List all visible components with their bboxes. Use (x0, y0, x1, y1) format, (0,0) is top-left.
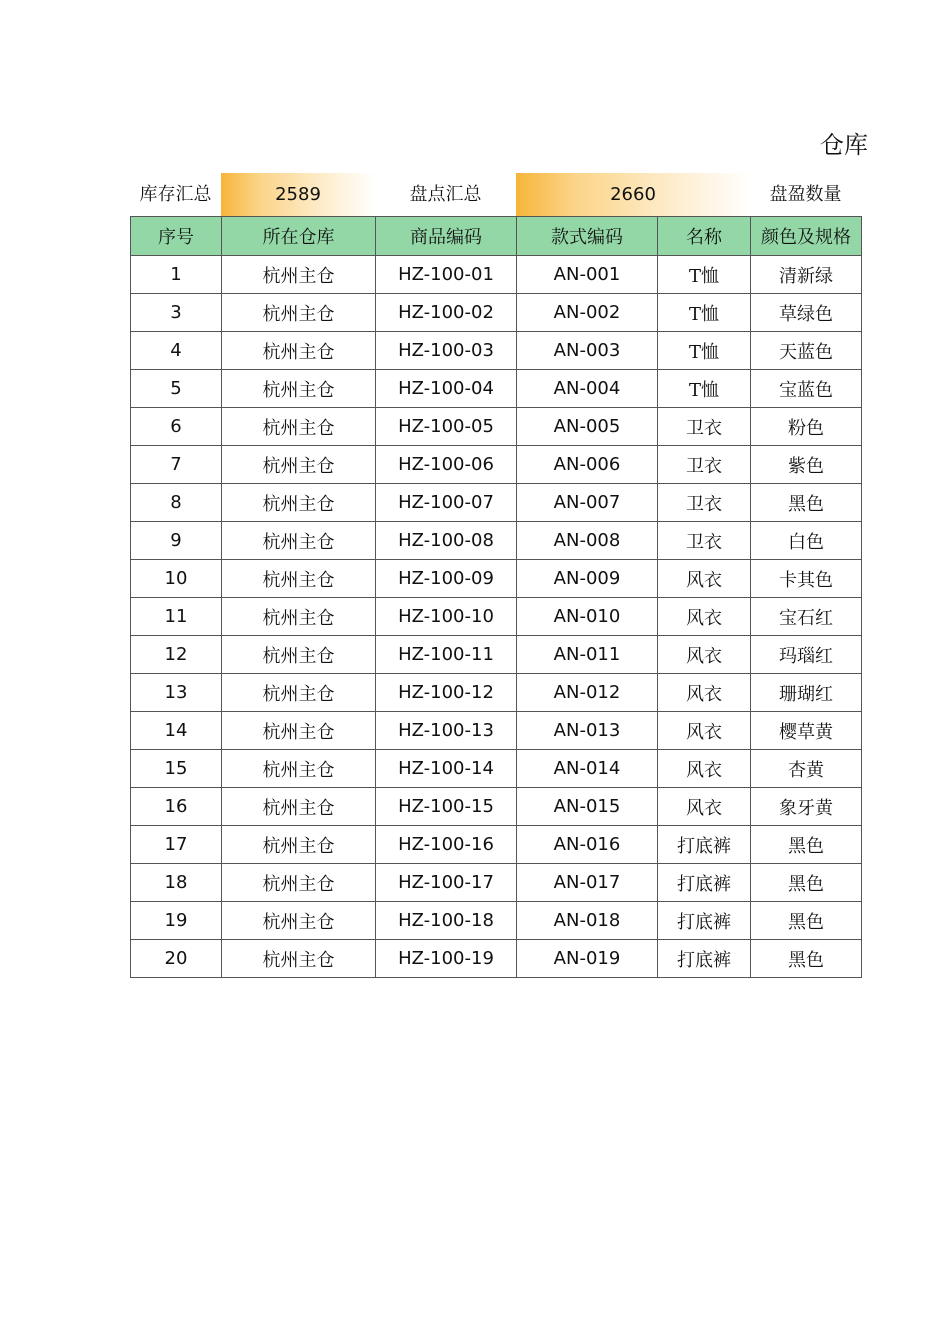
cell-warehouse[interactable]: 杭州主仓 (222, 940, 376, 978)
inventory-table (130, 216, 862, 978)
cell-color-spec[interactable]: 杏黄 (751, 750, 862, 788)
cell-style-code[interactable]: AN-010 (517, 598, 658, 636)
cell-color-spec[interactable]: 粉色 (751, 408, 862, 446)
cell-seq[interactable]: 20 (131, 940, 222, 978)
cell-seq[interactable]: 12 (131, 636, 222, 674)
cell-warehouse[interactable]: 杭州主仓 (222, 826, 376, 864)
table-row (131, 750, 862, 788)
table-row (131, 560, 862, 598)
cell-warehouse[interactable]: 杭州主仓 (222, 256, 376, 294)
cell-color-spec[interactable]: 珊瑚红 (751, 674, 862, 712)
cell-name[interactable]: 卫衣 (658, 446, 751, 484)
cell-warehouse[interactable]: 杭州主仓 (222, 560, 376, 598)
cell-warehouse[interactable]: 杭州主仓 (222, 864, 376, 902)
cell-seq[interactable]: 1 (131, 256, 222, 294)
cell-warehouse[interactable]: 杭州主仓 (222, 294, 376, 332)
table-row (131, 332, 862, 370)
cell-style-code[interactable]: AN-015 (517, 788, 658, 826)
cell-product-code[interactable]: HZ-100-08 (376, 522, 517, 560)
cell-seq[interactable]: 11 (131, 598, 222, 636)
cell-warehouse[interactable]: 杭州主仓 (222, 674, 376, 712)
cell-warehouse[interactable]: 杭州主仓 (222, 598, 376, 636)
cell-color-spec[interactable]: 清新绿 (751, 256, 862, 294)
cell-warehouse[interactable]: 杭州主仓 (222, 636, 376, 674)
table-row (131, 598, 862, 636)
table-row (131, 826, 862, 864)
table-row (131, 446, 862, 484)
cell-style-code[interactable]: AN-008 (517, 522, 658, 560)
cell-seq[interactable]: 6 (131, 408, 222, 446)
table-row (131, 256, 862, 294)
cell-style-code[interactable]: AN-019 (517, 940, 658, 978)
cell-style-code[interactable]: AN-002 (517, 294, 658, 332)
cell-product-code[interactable]: HZ-100-16 (376, 826, 517, 864)
cell-color-spec[interactable]: 黑色 (751, 826, 862, 864)
cell-style-code[interactable]: AN-004 (517, 370, 658, 408)
cell-warehouse[interactable]: 杭州主仓 (222, 446, 376, 484)
cell-seq[interactable]: 4 (131, 332, 222, 370)
cell-product-code[interactable]: HZ-100-06 (376, 446, 517, 484)
cell-seq[interactable]: 17 (131, 826, 222, 864)
column-header-product-code: 商品编码 (376, 217, 517, 256)
cell-name[interactable]: 风衣 (658, 560, 751, 598)
cell-color-spec[interactable]: 白色 (751, 522, 862, 560)
cell-name[interactable]: T恤 (658, 256, 751, 294)
column-header-seq: 序号 (131, 217, 222, 256)
cell-color-spec[interactable]: 樱草黄 (751, 712, 862, 750)
cell-name[interactable]: 风衣 (658, 750, 751, 788)
cell-seq[interactable]: 16 (131, 788, 222, 826)
table-header-row (131, 217, 862, 256)
cell-color-spec[interactable]: 黑色 (751, 902, 862, 940)
page-title: 仓库 (820, 131, 868, 159)
cell-name[interactable]: 风衣 (658, 636, 751, 674)
table-body (131, 256, 862, 978)
cell-warehouse[interactable]: 杭州主仓 (222, 408, 376, 446)
cell-product-code[interactable]: HZ-100-17 (376, 864, 517, 902)
cell-style-code[interactable]: AN-016 (517, 826, 658, 864)
summary-bar (130, 173, 861, 216)
cell-color-spec[interactable]: 玛瑙红 (751, 636, 862, 674)
cell-seq[interactable]: 10 (131, 560, 222, 598)
cell-seq[interactable]: 5 (131, 370, 222, 408)
cell-name[interactable]: T恤 (658, 332, 751, 370)
cell-warehouse[interactable]: 杭州主仓 (222, 902, 376, 940)
cell-name[interactable]: T恤 (658, 294, 751, 332)
cell-style-code[interactable]: AN-005 (517, 408, 658, 446)
table-row (131, 864, 862, 902)
table-row (131, 902, 862, 940)
table-row (131, 484, 862, 522)
cell-name[interactable]: 卫衣 (658, 522, 751, 560)
cell-name[interactable]: 打底裤 (658, 826, 751, 864)
cell-seq[interactable]: 19 (131, 902, 222, 940)
cell-name[interactable]: 卫衣 (658, 484, 751, 522)
cell-name[interactable]: 卫衣 (658, 408, 751, 446)
cell-style-code[interactable]: AN-006 (517, 446, 658, 484)
table-row (131, 940, 862, 978)
cell-product-code[interactable]: HZ-100-13 (376, 712, 517, 750)
cell-color-spec[interactable]: 黑色 (751, 864, 862, 902)
cell-style-code[interactable]: AN-007 (517, 484, 658, 522)
cell-seq[interactable]: 18 (131, 864, 222, 902)
cell-name[interactable]: 打底裤 (658, 902, 751, 940)
cell-product-code[interactable]: HZ-100-05 (376, 408, 517, 446)
cell-style-code[interactable]: AN-001 (517, 256, 658, 294)
cell-seq[interactable]: 15 (131, 750, 222, 788)
cell-product-code[interactable]: HZ-100-02 (376, 294, 517, 332)
cell-style-code[interactable]: AN-009 (517, 560, 658, 598)
cell-warehouse[interactable]: 杭州主仓 (222, 370, 376, 408)
table-row (131, 636, 862, 674)
cell-product-code[interactable]: HZ-100-07 (376, 484, 517, 522)
cell-color-spec[interactable]: 宝石红 (751, 598, 862, 636)
cell-product-code[interactable]: HZ-100-11 (376, 636, 517, 674)
cell-product-code[interactable]: HZ-100-19 (376, 940, 517, 978)
column-header-warehouse: 所在仓库 (222, 217, 376, 256)
cell-style-code[interactable]: AN-014 (517, 750, 658, 788)
cell-seq[interactable]: 8 (131, 484, 222, 522)
cell-warehouse[interactable]: 杭州主仓 (222, 788, 376, 826)
cell-color-spec[interactable]: 宝蓝色 (751, 370, 862, 408)
stock-total-value[interactable]: 2589 (221, 173, 375, 216)
cell-color-spec[interactable]: 草绿色 (751, 294, 862, 332)
count-total-label: 盘点汇总 (409, 184, 482, 205)
cell-color-spec[interactable]: 象牙黄 (751, 788, 862, 826)
cell-style-code[interactable]: AN-012 (517, 674, 658, 712)
cell-seq[interactable]: 14 (131, 712, 222, 750)
cell-product-code[interactable]: HZ-100-15 (376, 788, 517, 826)
cell-product-code[interactable]: HZ-100-09 (376, 560, 517, 598)
cell-product-code[interactable]: HZ-100-01 (376, 256, 517, 294)
cell-name[interactable]: 打底裤 (658, 864, 751, 902)
cell-color-spec[interactable]: 天蓝色 (751, 332, 862, 370)
cell-product-code[interactable]: HZ-100-12 (376, 674, 517, 712)
cell-color-spec[interactable]: 黑色 (751, 484, 862, 522)
cell-style-code[interactable]: AN-017 (517, 864, 658, 902)
cell-name[interactable]: T恤 (658, 370, 751, 408)
cell-product-code[interactable]: HZ-100-10 (376, 598, 517, 636)
cell-warehouse[interactable]: 杭州主仓 (222, 332, 376, 370)
cell-seq[interactable]: 9 (131, 522, 222, 560)
cell-warehouse[interactable]: 杭州主仓 (222, 522, 376, 560)
cell-style-code[interactable]: AN-011 (517, 636, 658, 674)
cell-product-code[interactable]: HZ-100-18 (376, 902, 517, 940)
table-row (131, 370, 862, 408)
table-row (131, 522, 862, 560)
table-row (131, 294, 862, 332)
cell-name[interactable]: 风衣 (658, 598, 751, 636)
cell-color-spec[interactable]: 紫色 (751, 446, 862, 484)
stock-total-label: 库存汇总 (139, 184, 212, 205)
cell-color-spec[interactable]: 卡其色 (751, 560, 862, 598)
column-header-style-code: 款式编码 (517, 217, 658, 256)
cell-style-code[interactable]: AN-013 (517, 712, 658, 750)
table-row (131, 712, 862, 750)
cell-name[interactable]: 风衣 (658, 788, 751, 826)
table-row (131, 408, 862, 446)
table-row (131, 674, 862, 712)
column-header-color-spec: 颜色及规格 (751, 217, 862, 256)
cell-style-code[interactable]: AN-018 (517, 902, 658, 940)
cell-name[interactable]: 打底裤 (658, 940, 751, 978)
cell-warehouse[interactable]: 杭州主仓 (222, 484, 376, 522)
count-total-value[interactable]: 2660 (516, 173, 750, 216)
column-header-name: 名称 (658, 217, 751, 256)
cell-seq[interactable]: 3 (131, 294, 222, 332)
table-row (131, 788, 862, 826)
cell-seq[interactable]: 7 (131, 446, 222, 484)
cell-seq[interactable]: 13 (131, 674, 222, 712)
cell-name[interactable]: 风衣 (658, 712, 751, 750)
cell-name[interactable]: 风衣 (658, 674, 751, 712)
cell-warehouse[interactable]: 杭州主仓 (222, 750, 376, 788)
cell-product-code[interactable]: HZ-100-03 (376, 332, 517, 370)
cell-product-code[interactable]: HZ-100-04 (376, 370, 517, 408)
cell-style-code[interactable]: AN-003 (517, 332, 658, 370)
cell-product-code[interactable]: HZ-100-14 (376, 750, 517, 788)
cell-color-spec[interactable]: 黑色 (751, 940, 862, 978)
cell-warehouse[interactable]: 杭州主仓 (222, 712, 376, 750)
surplus-label: 盘盈数量 (769, 184, 842, 205)
